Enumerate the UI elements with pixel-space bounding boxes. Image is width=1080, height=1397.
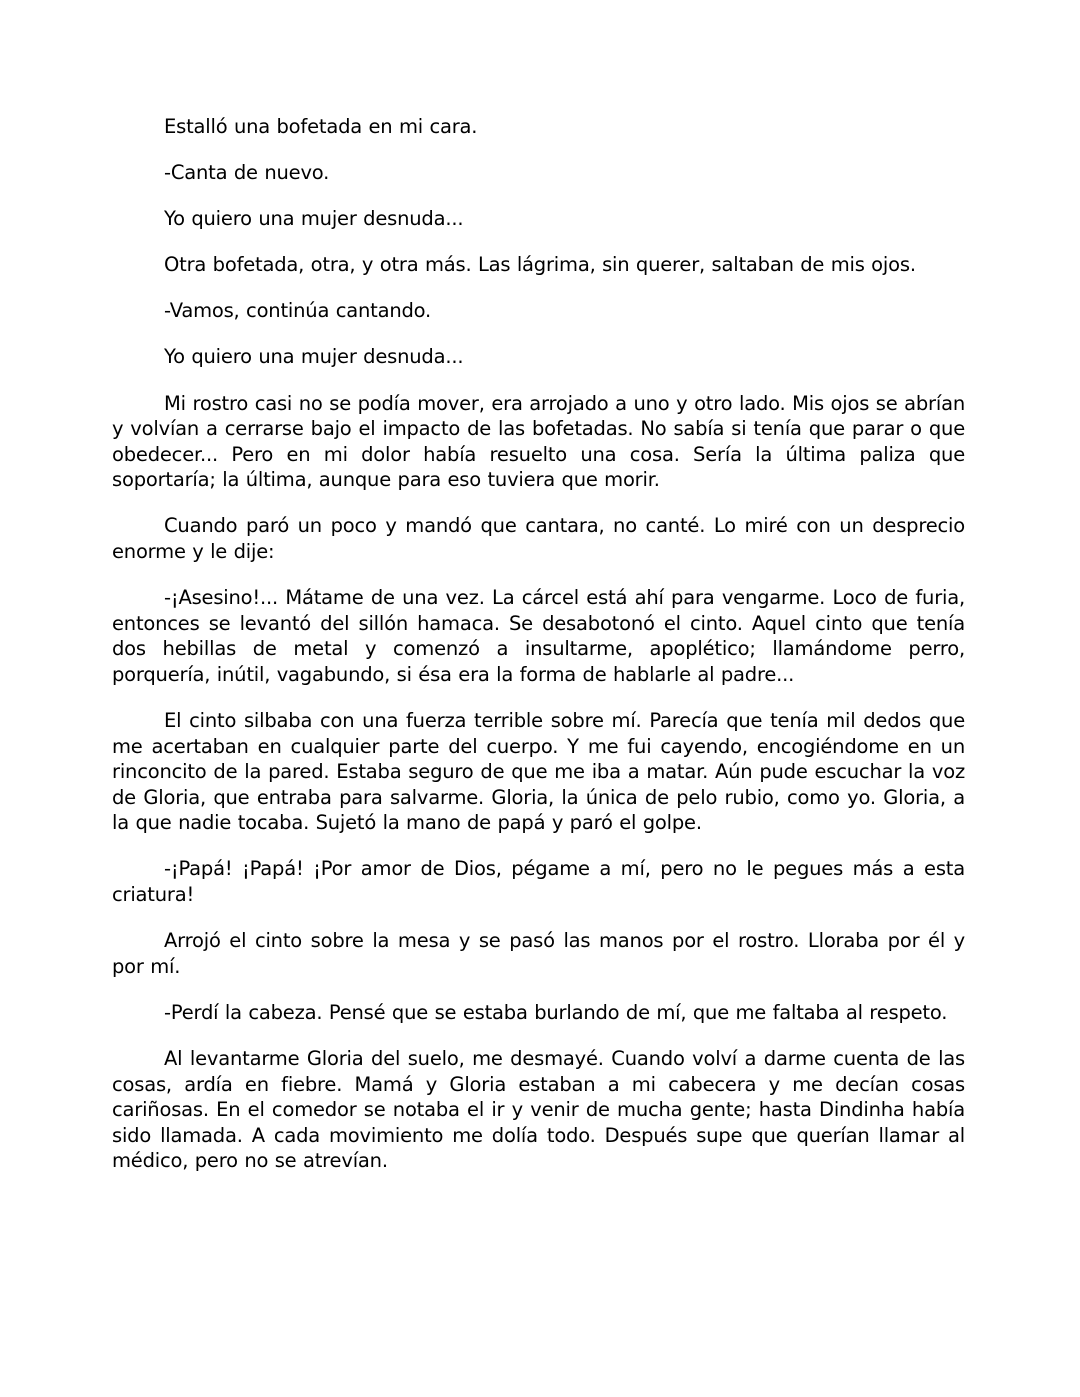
document-page xyxy=(112,114,965,1174)
paragraph: Cuando paró un poco y mandó que cantara, no canté. Lo miré con un desprecio enorme y le dije: xyxy=(112,514,965,564)
paragraph: Mi rostro casi no se podía mover, era arrojado a uno y otro lado. Mis ojos se abrían y volvían a cerrarse bajo el impacto de las bofetadas. No sabía si tenía que parar o que obedecer... Pero en mi dolor había resuelto una cosa. Sería la última paliza que soportaría; la última, aunque para eso tuviera que morir. xyxy=(112,391,965,492)
paragraph: -Canta de nuevo. xyxy=(164,161,330,185)
paragraph: -Perdí la cabeza. Pensé que se estaba burlando de mí, que me faltaba al respeto. xyxy=(164,1000,948,1024)
paragraph: Arrojó el cinto sobre la mesa y se pasó las manos por el rostro. Lloraba por él y por mí. xyxy=(112,929,965,978)
paragraph: Yo quiero una mujer desnuda... xyxy=(164,345,464,369)
paragraph: El cinto silbaba con una fuerza terrible sobre mí. Parecía que tenía mil dedos que me acertaban en cualquier parte del cuerpo. Y me fui cayendo, encogiéndome en un rinconcito de la pared. Estaba seguro de que me iba a matar. Aún pude escuchar la voz de Gloria, que entraba para salvarme. Gloria, la única de pelo rubio, como yo. Gloria, a la que nadie tocaba. Sujetó la mano de papá y paró el golpe. xyxy=(112,709,965,835)
paragraph: -Vamos, continúa cantando. xyxy=(164,299,432,323)
paragraph: -¡Asesino!... Mátame de una vez. La cárcel está ahí para vengarme. Loco de furia, entonces se levantó del sillón hamaca. Se desabotonó el cinto. Aquel cinto que tenía dos hebillas de metal y comenzó a insultarme, apoplético; llamándome perro, porquería, inútil, vagabundo, si ésa era la forma de hablarle al padre... xyxy=(112,586,965,686)
paragraph: Estalló una bofetada en mi cara. xyxy=(164,115,478,138)
paragraph: Yo quiero una mujer desnuda... xyxy=(164,207,464,231)
paragraph: Al levantarme Gloria del suelo, me desmayé. Cuando volví a darme cuenta de las cosas, ardía en fiebre. Mamá y Gloria estaban a mi cabecera y me decían cosas cariñosas. En el comedor se notaba el ir y venir de mucha gente; hasta Dindinha había sido llamada. A cada movimiento me dolía todo. Después supe que querían llamar al médico, pero no se atrevían. xyxy=(112,1046,965,1173)
paragraph: Otra bofetada, otra, y otra más. Las lágrima, sin querer, saltaban de mis ojos. xyxy=(164,253,916,277)
paragraph: -¡Papá! ¡Papá! ¡Por amor de Dios, pégame a mí, pero no le pegues más a esta criatura! xyxy=(112,857,965,907)
